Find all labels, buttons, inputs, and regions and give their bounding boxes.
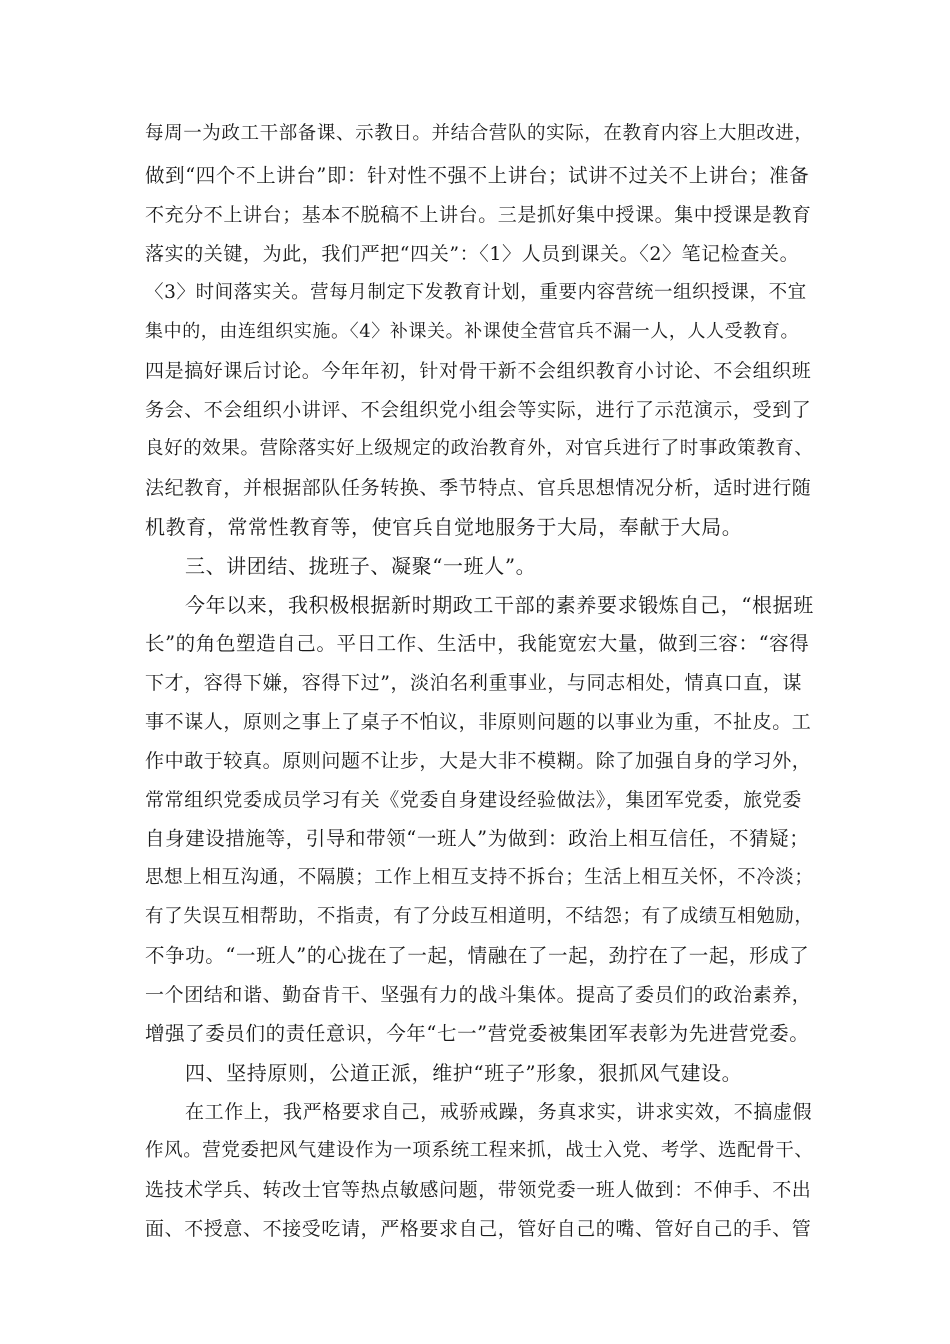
text-line: 事不谋人，原则之事上了桌子不怕议，非原则问题的以事业为重，不扯皮。工 [145, 711, 812, 733]
text-line: 落实的关键，为此，我们严把“四关”：〈1〉人员到课关。〈2〉笔记检查关。 [145, 243, 800, 265]
text-line: 增强了委员们的责任意识，今年“七一”营党委被集团军表彰为先进营党委。 [145, 1022, 810, 1045]
text-line: 作风。营党委把风气建设作为一项系统工程来抓，战士入党、考学、选配骨干、 [145, 1140, 814, 1161]
text-line: 不充分不上讲台；基本不脱稿不上讲台。三是抓好集中授课。集中授课是教育 [145, 204, 812, 226]
text-line: 不争功。“一班人”的心拢在了一起，情融在了一起，劲拧在了一起，形成了 [145, 944, 810, 967]
text-line: 良好的效果。营除落实好上级规定的政治教育外，对官兵进行了时事政策教育、 [145, 438, 814, 459]
section-heading: 四、坚持原则，公道正派，维护“班子”形象，狠抓风气建设。 [185, 1061, 743, 1085]
text-line: 做到“四个不上讲台”即：针对性不强不上讲台；试讲不过关不上讲台；准备 [145, 164, 810, 187]
text-line: 〈3〉时间落实关。营每月制定下发教育计划，重要内容营统一组织授课，不宜 [145, 282, 807, 303]
text-line: 思想上相互沟通，不隔膜；工作上相互支持不拆台；生活上相互关怀，不冷淡； [145, 867, 814, 888]
text-line: 作中敢于较真。原则问题不让步，大是大非不模糊。除了加强自身的学习外， [145, 750, 812, 772]
text-line: 集中的，由连组织实施。〈4〉补课关。补课使全营官兵不漏一人，人人受教育。 [145, 321, 800, 342]
text-line: 每周一为政工干部备课、示教日。并结合营队的实际，在教育内容上大胆改进， [145, 123, 814, 144]
text-line: 机教育，常常性教育等，使官兵自觉地服务于大局，奉献于大局。 [145, 515, 743, 539]
text-line: 四是搞好课后讨论。今年年初，针对骨干新不会组织教育小讨论、不会组织班 [145, 360, 812, 382]
text-line: 下才，容得下嫌，容得下过”，淡泊名利重事业，与同志相处，情真口直，谋 [145, 672, 803, 694]
text-line: 今年以来，我积极根据新时期政工干部的素养要求锻炼自己，“根据班 [185, 593, 814, 617]
text-line: 常常组织党委成员学习有关《党委自身建设经验做法》，集团军党委，旅党委 [145, 789, 802, 811]
text-line: 面、不授意、不接受吃请，严格要求自己，管好自己的嘴、管好自己的手、管 [145, 1218, 812, 1240]
section-heading: 三、讲团结、拢班子、凝聚“一班人”。 [185, 554, 537, 578]
text-line: 在工作上，我严格要求自己，戒骄戒躁，务真求实，讲求实效，不搞虚假 [185, 1101, 813, 1123]
text-line: 自身建设措施等，引导和带领“一班人”为做到：政治上相互信任，不猜疑； [145, 827, 810, 850]
text-line: 一个团结和谐、勤奋肯干、坚强有力的战斗集体。提高了委员们的政治素养， [145, 984, 812, 1006]
text-line: 有了失误互相帮助，不指责，有了分歧互相道明，不结怨；有了成绩互相勉励， [145, 906, 814, 927]
text-line: 长”的角色塑造自己。平日工作、生活中，我能宽宏大量，做到三容：“容得 [145, 632, 810, 655]
text-line: 务会、不会组织小讲评、不会组织党小组会等实际，进行了示范演示，受到了 [145, 399, 812, 421]
text-line: 法纪教育，并根据部队任务转换、季节特点、官兵思想情况分析，适时进行随 [145, 477, 812, 499]
text-line: 选技术学兵、转改士官等热点敏感问题，带领党委一班人做到：不伸手、不出 [145, 1179, 812, 1201]
